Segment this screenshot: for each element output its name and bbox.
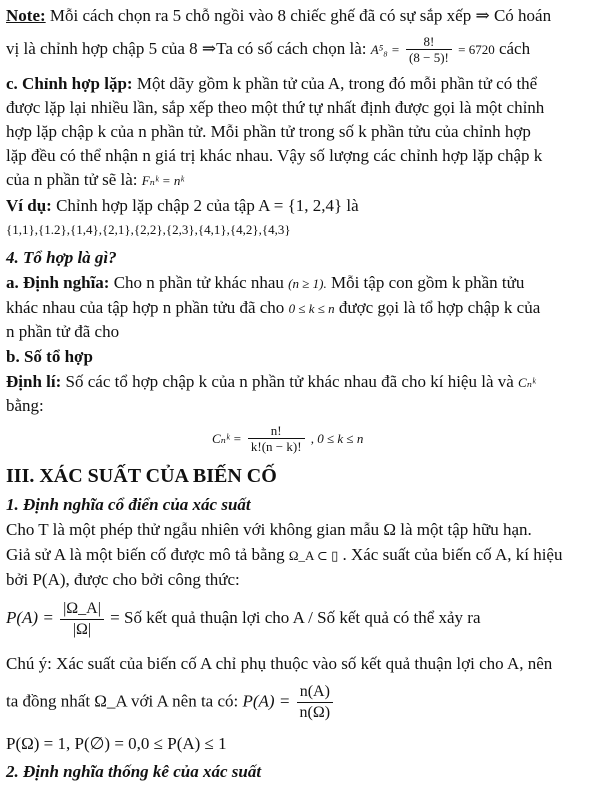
section-4-def-text-2b: được gọi là tổ hợp chập k của <box>338 298 541 317</box>
section-3-p2-sym: Ω_A ⊂ ▯ <box>288 548 339 563</box>
combination-den: k!(n − k)! <box>248 438 305 455</box>
probability-formula <box>6 598 481 640</box>
section-3-note-2-den: n(Ω) <box>297 702 334 723</box>
section-3-note-2-fraction <box>297 682 334 723</box>
section-4-def-label: a. Định nghĩa: <box>6 273 110 292</box>
section-3-note-2a: ta đồng nhất <box>6 691 91 711</box>
section-3-p3: bởi P(A), được cho bởi công thức: <box>6 570 240 589</box>
example-label: Ví dụ: <box>6 196 52 215</box>
section-4-def-line-2 <box>6 298 540 319</box>
probability-fraction <box>60 599 104 640</box>
section-c-line-5 <box>6 170 184 191</box>
probability-text: = Số kết quả thuận lợi cho A / Số kết quả có thể xảy ra <box>110 608 481 627</box>
section-4-theorem-line <box>6 372 536 393</box>
note-line-1 <box>6 6 551 26</box>
probability-den: |Ω| <box>60 619 104 640</box>
note-text-2: vị là chỉnh hợp chập 5 của 8 ⇒Ta có số cách chọn là: <box>6 39 367 58</box>
section-c-line-1 <box>6 74 537 94</box>
probability-num: |Ω_A| <box>63 599 101 617</box>
theorem-text: Số các tổ hợp chập k của n phần tử khác nhau đã cho kí hiệu là và <box>65 372 514 391</box>
note-formula-num: 8! <box>423 34 435 50</box>
section-c-title: c. Chỉnh hợp lặp: <box>6 74 133 93</box>
section-3-note-2-sym: Ω_A <box>94 691 127 711</box>
section-3-note-2-num: n(A) <box>299 683 330 700</box>
section-4-def-line-3: n phần tử đã cho <box>6 322 120 341</box>
section-3-p1: Cho T là một phép thử ngẫu nhiên với không gian mẫu Ω là một tập hữu hạn. <box>6 520 532 539</box>
section-3-note-2-lhs: P(A) = <box>242 691 291 711</box>
section-3-note-2 <box>6 682 335 723</box>
section-3-title: III. XÁC SUẤT CỦA BIẾN CỐ <box>6 465 277 487</box>
probability-properties: P(Ω) = 1, P(∅) = 0,0 ≤ P(A) ≤ 1 <box>6 734 227 753</box>
combination-formula <box>212 420 363 457</box>
note-line-2 <box>6 34 530 66</box>
section-4-title: 4. Tổ hợp là gì? <box>6 248 117 267</box>
section-3-p2a: Giả sử A là một biến cố được mô tả bằng <box>6 545 285 564</box>
section-c-line-2: được lặp lại nhiều lần, sắp xếp theo một thứ tự nhất định được gọi là một chỉnh <box>6 98 545 117</box>
section-4-def-text-1b: Mỗi tập con gồm k phần tửu <box>330 273 525 292</box>
note-label: Note: <box>6 6 46 25</box>
section-3-note-1: Chú ý: Xác suất của biến cố A chỉ phụ thuộc vào số kết quả thuận lợi cho A, nên <box>6 654 553 673</box>
section-3-sub-2: 2. Định nghĩa thống kê của xác suất <box>6 762 262 781</box>
theorem-text-2: bằng: <box>6 396 44 415</box>
note-formula-fraction <box>406 34 452 66</box>
theorem-symbol: Cₙᵏ <box>518 375 536 390</box>
combination-lhs: Cₙᵏ = <box>212 431 242 446</box>
section-4-def-cond-2: 0 ≤ k ≤ n <box>288 301 335 316</box>
note-formula-unit: cách <box>498 39 531 58</box>
section-4-def-text-2a: khác nhau của tập hợp n phần tửu đã cho <box>6 298 285 317</box>
section-3-p2b: . Xác suất của biến cố A, kí hiệu <box>342 545 563 564</box>
section-c-text-1: Một dãy gồm k phần tử của A, trong đó mỗi phần tử có thể <box>136 74 538 93</box>
example-line <box>6 196 359 216</box>
note-formula-lhs: A⁵₈ = <box>370 42 400 57</box>
section-3-note-2b: với A nên ta có: <box>131 691 239 711</box>
probability-lhs: P(A) = <box>6 608 54 627</box>
note-formula-den: (8 − 5)! <box>406 49 452 66</box>
note-text-1: Mỗi cách chọn ra 5 chỗ ngồi vào 8 chiếc ghế đã có sự sắp xếp ⇒ Có hoán <box>49 6 552 25</box>
section-3-p2 <box>6 545 562 566</box>
section-c-text-5: của n phần tử sẽ là: <box>6 170 138 189</box>
section-c-line-4: lặp đều có thể nhận n giá trị khác nhau. Vậy số lượng các chỉnh hợp lặp chập k <box>6 146 543 165</box>
combination-fraction <box>248 423 305 455</box>
section-c-line-3: hợp lặp chập k của n phần tử. Mỗi phần tử trong số k phần tửu của chỉnh hợp <box>6 122 531 141</box>
example-sets: {1,1},{1.2},{1,4},{2,1},{2,2},{2,3},{4,1},{4,2},{4,3} <box>6 222 291 237</box>
combination-num: n! <box>270 423 282 439</box>
section-4-def-line-1 <box>6 273 524 294</box>
section-4-def-text-1: Cho n phần tử khác nhau <box>113 273 284 292</box>
section-4-def-cond: (n ≥ 1). <box>288 276 327 291</box>
theorem-label: Định lí: <box>6 372 62 391</box>
combination-cond: , 0 ≤ k ≤ n <box>310 431 364 446</box>
section-4-b-title: b. Số tổ hợp <box>6 347 93 366</box>
example-text: Chỉnh hợp lặp chập 2 của tập A = {1, 2,4} là <box>56 196 359 215</box>
note-formula-result: = 6720 <box>458 42 495 57</box>
section-c-formula: Fₙᵏ = nᵏ <box>141 173 185 188</box>
section-3-sub-1: 1. Định nghĩa cổ điển của xác suất <box>6 495 251 514</box>
